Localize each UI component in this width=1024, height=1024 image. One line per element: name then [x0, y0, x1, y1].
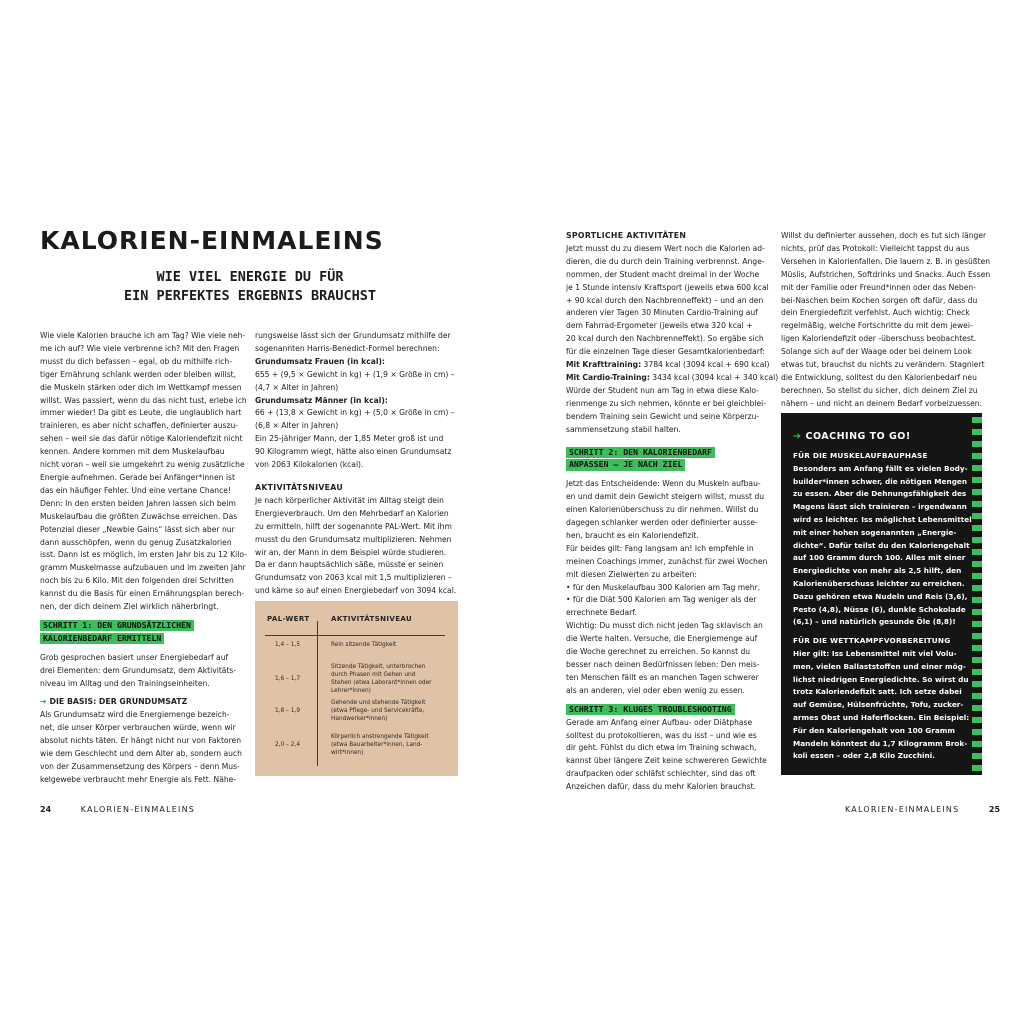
text-line: die Entwicklung, solltest du den Kalorienbedarf neu: [781, 372, 977, 382]
pal-description-line: wirt*innen): [331, 750, 364, 756]
text-line: errechnete Bedarf.: [566, 608, 637, 618]
pal-description: [331, 699, 449, 723]
text-line: die Woche gerechnet zu erreichen. So kannst du: [566, 647, 751, 657]
footer-left: [40, 805, 195, 814]
text-line: Mandeln könntest du 1,7 Kilogramm Brok-: [793, 738, 968, 748]
text-line: Für den Kaloriengehalt von 100 Gramm: [793, 725, 956, 735]
pal-description: [331, 733, 449, 757]
sport-heading: SPORTLICHE AKTIVITÄTEN: [566, 231, 687, 240]
stripe-segment: [972, 525, 982, 531]
text-line: • für die Diät 500 Kalorien am Tag weniger als der: [566, 595, 757, 605]
kraft-line: Mit Krafttraining: 3784 kcal (3094 kcal + 690 kcal): [566, 360, 770, 370]
stripe-segment: [972, 549, 982, 555]
text-line: gramm Muskelmasse aufzubauen und im zweiten Jahr: [40, 563, 246, 573]
formula-men-label: Grundumsatz Männer (in kcal):: [255, 395, 388, 405]
text-line: Anzeichen dafür, dass du mehr Kalorien brauchst.: [566, 782, 756, 792]
stripe-segment: [972, 681, 982, 687]
text-line: Wichtig: Du musst dich nicht jeden Tag sklavisch an: [566, 621, 763, 631]
text-line: dein Energiedefizit verfehlst. Auch wichtig: Check: [781, 308, 970, 318]
cardio-line: Mit Cardio-Training: 3434 kcal (3094 kcal + 340 kcal): [566, 372, 779, 382]
text-line: mit einer hohen sogenannten „Energie-: [793, 527, 957, 537]
pal-description: [331, 641, 449, 649]
stripe-segment: [972, 417, 982, 423]
text-line: absolut nichts täten. Er hängt nicht nur von Faktoren: [40, 736, 242, 746]
pal-table-header: [265, 615, 448, 629]
step-3-heading: SCHRITT 3: KLUGES TROUBLESHOOTING: [566, 704, 776, 717]
pal-description-line: Körperlich anstrengende Tätigkeit: [331, 734, 429, 740]
text-line: (6,8 × Alter in Jahren): [255, 421, 339, 431]
text-line: Energie aufnehmen. Gerade bei Anfänger*innen ist: [40, 472, 235, 482]
text-line: kennen. Andere kommen mit dem Muskelaufbau: [40, 447, 225, 457]
pal-value: 1,4 – 1,5: [275, 642, 301, 648]
text-line: en und damit dein Gewicht steigern willst, musst du: [566, 492, 765, 502]
step-3-text: [566, 717, 776, 794]
text-line: (4,7 × Alter in Jahren): [255, 382, 339, 392]
stripe-segment: [972, 453, 982, 459]
text-line: wir an, der Mann in dem Beispiel würde studieren.: [255, 547, 447, 557]
text-line: zu essen. Aber die Dehnungsfähigkeit des: [793, 489, 967, 499]
text-line: Kalorienüberschuss leichter zu erreichen.: [793, 578, 965, 588]
text-line: Energieverbrauch. Um den Mehrbedarf an Kalorien: [255, 508, 449, 518]
pal-description-line: (etwa Pflege- und Servicekräfte,: [331, 708, 425, 714]
text-line: bendem Training sein Gewicht und seine Körperzu-: [566, 411, 760, 421]
stripe-segment: [972, 717, 982, 723]
text-line: von 2063 Kilokalorien (kcal).: [255, 460, 364, 470]
coaching-text-muscle: [793, 463, 970, 629]
text-line: rienmenge zu sich nehmen, könnte er bei gleichblei-: [566, 398, 767, 408]
text-line: tiger Ernährung schlank werden oder bleiben willst,: [40, 369, 237, 379]
stripe-segment: [972, 537, 982, 543]
text-line: Besonders am Anfang fällt es vielen Body-: [793, 463, 968, 473]
footer-right: [845, 805, 1000, 814]
text-line: dagegen schlanker werden oder definierter ausse-: [566, 518, 758, 528]
coaching-stripe: [972, 413, 982, 775]
text-line: lichst niedrigen Energiedichte. So wirst du: [793, 674, 969, 684]
formula-men: [255, 407, 460, 472]
text-line: Grundumsatz von 2063 kcal mit 1,5 multiplizieren –: [255, 573, 452, 583]
coaching-content: [793, 450, 970, 763]
subtitle-line: EIN PERFEKTES ERGEBNIS BRAUCHST: [124, 288, 376, 304]
text-line: die Muskeln stärken oder dich im Wettkampf messen: [40, 382, 242, 392]
stripe-segment: [972, 741, 982, 747]
formula-intro: [255, 330, 460, 356]
text-line: meinen Coachings immer, zunächst für zwei Wochen: [566, 556, 768, 566]
sport-text-2: [566, 385, 776, 437]
text-line: anderen vier Tagen 30 Minuten Cardio-Training auf: [566, 308, 758, 318]
text-line: me ich auf? Wie viele verbrenne ich? Mit den Fragen: [40, 343, 240, 353]
stripe-segment: [972, 501, 982, 507]
formula-women-label: Grundumsatz Frauen (in kcal):: [255, 356, 385, 366]
text-line: Willst du definierter aussehen, doch es tut sich länger: [781, 231, 987, 240]
stripe-segment: [972, 429, 982, 435]
text-line: Energiedichte von mehr als 2,5 hilft, den: [793, 566, 962, 576]
text-line: Jetzt musst du zu diesem Wert noch die Kalorien ad-: [566, 243, 765, 253]
pal-table-row: [265, 699, 450, 735]
pal-description-line: (etwa Bauarbeiter*innen, Land-: [331, 742, 423, 748]
stripe-segment: [972, 765, 982, 771]
text-line: Pesto (4,8), Nüsse (6), dunkle Schokolade: [793, 604, 966, 614]
text-line: regelmäßig, welche Fortschritte du mit dem jewei-: [781, 321, 973, 331]
text-line: immer wieder! Da gibt es Leute, die unglaublich hart: [40, 408, 242, 418]
text-line: dem Fahrrad-Ergometer (jeweils etwa 320 kcal +: [566, 321, 753, 331]
text-line: Für beides gilt: Fang langsam an! Ich empfehle in: [566, 543, 754, 553]
pal-table: [255, 601, 458, 776]
page-number-left: 24: [40, 805, 52, 814]
text-line: Gerade am Anfang einer Aufbau- oder Diätphase: [566, 717, 753, 727]
text-line: Als Grundumsatz wird die Energiemenge bezeich-: [40, 710, 230, 720]
text-line: nen, der dich deinem Ziel wirklich näherbringt.: [40, 602, 219, 612]
pal-table-row: [265, 641, 450, 661]
stripe-segment: [972, 609, 982, 615]
pal-description: [331, 663, 449, 695]
text-line: auf 100 Gramm durch 100. Alles mit einer: [793, 553, 966, 563]
text-line: nichts, prüf das Protokoll: Vielleicht tappst du aus: [781, 243, 970, 253]
text-line: musst du dich befassen – egal, ob du mithilfe rich-: [40, 356, 232, 366]
sport-text: [566, 243, 776, 359]
text-line: Würde der Student nun am Tag in etwa diese Kalo-: [566, 385, 759, 395]
text-line: dichte“. Dafür teilst du den Kaloriengehalt: [793, 540, 970, 550]
text-line: Magens lässt sich trainieren – irgendwann: [793, 502, 967, 512]
stripe-segment: [972, 633, 982, 639]
text-line: berechnen. So stellst du sicher, dich deinem Ziel zu: [781, 385, 978, 395]
stripe-segment: [972, 669, 982, 675]
formula-women: [255, 369, 460, 395]
pal-value: 2,0 – 2,4: [275, 742, 301, 748]
pal-description-line: Stehen (etwa Laborant*innen oder: [331, 680, 432, 686]
stripe-segment: [972, 561, 982, 567]
page-title: KALORIEN-EINMALEINS: [40, 226, 384, 255]
text-line: mit der Familie oder Freund*innen oder das Neben-: [781, 282, 976, 292]
column-4: [781, 230, 991, 411]
text-line: 90 Kilogramm wiegt, hätte also einen Grundumsatz: [255, 447, 452, 457]
text-line: sogenannten Harris-Benedict-Formel berechnen:: [255, 343, 440, 353]
arrow-right-icon: ➔: [40, 697, 47, 707]
pal-header-value: PAL-WERT: [267, 615, 310, 623]
text-line: etwas tut, brauchst du nichts zu verändern. Stagniert: [781, 360, 985, 370]
text-line: wird es leichter. Iss möglichst Lebensmittel: [793, 514, 972, 524]
text-line: ligen Kaloriendefizit oder -überschuss beobachtest.: [781, 334, 977, 344]
stripe-segment: [972, 489, 982, 495]
stripe-segment: [972, 705, 982, 711]
text-line: Ein 25-jähriger Mann, der 1,85 Meter groß ist und: [255, 434, 444, 444]
text-line: isst. Dann ist es möglich, im ersten Jahr bis zu 12 Kilo-: [40, 550, 247, 560]
text-line: einen Kalorienüberschuss zu dir nehmen. Willst du: [566, 505, 759, 515]
text-line: 66 + (13,8 × Gewicht in kg) + (5,0 × Größe in cm) –: [255, 408, 455, 418]
column-2: [255, 330, 460, 598]
activity-heading: AKTIVITÄTSNIVEAU: [255, 482, 344, 492]
troubleshooting-text: [781, 230, 991, 411]
basis-text: [40, 709, 245, 786]
stripe-segment: [972, 657, 982, 663]
page-subtitle: [40, 268, 460, 306]
text-line: besser nach deinen Bedürfnissen leben: Den meis-: [566, 660, 760, 669]
text-line: von der Zusammensetzung des Körpers – denn Mus-: [40, 762, 240, 771]
text-line: dir geht. Fühlst du dich etwa im Training schwach,: [566, 743, 757, 753]
text-line: + 90 kcal durch den Nachbrenneffekt) – und an den: [566, 295, 764, 305]
text-line: 20 kcal durch den Nachbrenneffekt). So ergäbe sich: [566, 334, 764, 344]
pal-description-line: Handwerker*innen): [331, 716, 388, 722]
stripe-segment: [972, 621, 982, 627]
text-line: sammensetzung stabil halten.: [566, 424, 681, 434]
stripe-segment: [972, 465, 982, 471]
basis-heading: ➔ DIE BASIS: DER GRUNDUMSATZ: [40, 697, 188, 707]
pal-description-line: Gehende und stehende Tätigkeit: [331, 700, 426, 706]
text-line: Potenzial dieser „Newbie Gains“ lässt sich aber nur: [40, 524, 235, 534]
text-line: Da er dann hauptsächlich säße, müsste er seinen: [255, 560, 444, 570]
text-line: das ein häufiger Fehler. Und eine vertane Chance!: [40, 485, 231, 495]
coaching-head-muscle: FÜR DIE MUSKELAUFBAUPHASE: [793, 451, 928, 460]
text-line: zu ermitteln, hilft der sogenannte PAL-Wert. Mit ihm: [255, 521, 452, 531]
text-line: Je nach körperlicher Aktivität im Alltag steigt dein: [255, 495, 444, 505]
stripe-segment: [972, 477, 982, 483]
text-line: noch bis zu 6 Kilo. Mit den folgenden drei Schritten: [40, 576, 234, 586]
text-line: solltest du protokollieren, was du isst – und wie es: [566, 730, 757, 740]
coaching-box: [781, 413, 982, 775]
step-1-text: [40, 652, 245, 691]
text-line: hen, braucht es ein Kaloriendefizit.: [566, 530, 699, 540]
text-line: Denn: In den ersten beiden Jahren lassen sich beim: [40, 498, 236, 508]
stripe-segment: [972, 597, 982, 603]
text-line: wie dem Geschlecht und dem Alter ab, sondern auch: [40, 749, 242, 759]
running-title-left: KALORIEN-EINMALEINS: [80, 805, 196, 814]
text-line: musst du den Grundumsatz multiplizieren. Nehmen: [255, 534, 452, 544]
coaching-text-competition: [793, 648, 970, 763]
coaching-head-competition: FÜR DIE WETTKAMPFVORBEREITUNG: [793, 636, 951, 646]
stripe-segment: [972, 729, 982, 735]
text-line: (6,1) – und natürlich gesunde Öle (8,8)!: [793, 617, 956, 627]
pal-description-line: Sitzende Tätigkeit, unterbrochen: [331, 664, 426, 670]
text-line: je 1 Stunde intensiv Kraftsport (jeweils etwa 600 kcal: [566, 282, 769, 292]
text-line: mit diesen Zielwerten zu arbeiten:: [566, 569, 697, 579]
text-line: ten Menschen fällt es an manchen Tagen schwerer: [566, 672, 759, 682]
page-number-right: 25: [988, 805, 1001, 814]
text-line: Versehen in Kalorienfallen. Die lauern z. B. in gesüßten: [781, 256, 991, 266]
text-line: nommen, der Student macht dreimal in der Woche: [566, 269, 760, 279]
text-line: rungsweise lässt sich der Grundumsatz mithilfe der: [255, 331, 451, 340]
text-line: nähern – und nicht an deinem Bedarf vorbeizuessen.: [781, 398, 983, 408]
text-line: sehen – weil sie das dafür nötige Kaloriendefizit nicht: [40, 434, 243, 444]
text-line: kannst über längere Zeit keine schwereren Gewichte: [566, 756, 767, 766]
text-line: als an anderen, viel oder eben wenig zu essen.: [566, 685, 745, 695]
stripe-segment: [972, 693, 982, 699]
text-line: Jetzt das Entscheidende: Wenn du Muskeln aufbau-: [566, 479, 761, 489]
text-line: auf Gemüse, Hülsenfrüchte, Tofu, zucker-: [793, 700, 964, 710]
activity-text: [255, 495, 460, 598]
text-line: die Werte halten. Versuche, die Energiemenge auf: [566, 634, 758, 644]
coaching-title: ➔ COACHING TO GO!: [793, 431, 911, 442]
column-3: [566, 230, 779, 794]
step-2-heading: SCHRITT 2: DEN KALORIENBEDARF ANPASSEN – JE NACH ZIEL: [566, 447, 776, 473]
text-line: bei-Naschen beim Kochen sorgen oft dafür, dass du: [781, 295, 978, 305]
text-line: und käme so auf einen Energiebedarf von 3094 kcal.: [255, 586, 457, 596]
text-line: Müslis, Aufstrichen, Softdrinks und Snacks. Auch Essen: [781, 269, 991, 279]
pal-description-line: Rein sitzende Tätigkeit: [331, 642, 397, 648]
pal-value: 1,6 – 1,7: [275, 676, 301, 682]
text-line: trainieren, es aber nicht schaffen, definierter auszu-: [40, 421, 239, 431]
text-line: Grob gesprochen basiert unser Energiebedarf auf: [40, 652, 229, 662]
text-line: nicht voran – weil sie umgekehrt zu wenig zusätzliche: [40, 460, 245, 470]
step-2-text: [566, 478, 776, 697]
stripe-segment: [972, 573, 982, 579]
text-line: trotz Kaloriendefizit satt. Ich setze dabei: [793, 687, 962, 697]
pal-divider: [265, 635, 445, 636]
text-line: Wie viele Kalorien brauche ich am Tag? Wie viele neh-: [40, 331, 246, 340]
text-line: kelgewebe verbraucht mehr Energie als Fett. Nähe-: [40, 774, 237, 784]
subtitle-line: WIE VIEL ENERGIE DU FÜR: [156, 269, 344, 285]
pal-value: 1,8 – 1,9: [275, 708, 301, 714]
text-line: Hier gilt: Iss Lebensmittel mit viel Volu-: [793, 648, 957, 658]
arrow-right-icon: ➔: [793, 431, 802, 442]
text-line: builder*innen schwer, die nötigen Mengen: [793, 476, 968, 486]
stripe-segment: [972, 645, 982, 651]
text-line: niveau im Alltag und den Trainingseinheiten.: [40, 678, 210, 688]
text-line: men, vielen Ballaststoffen und einer mög-: [793, 661, 966, 671]
stripe-segment: [972, 441, 982, 447]
text-line: • für den Muskelaufbau 300 Kalorien am Tag mehr,: [566, 582, 761, 592]
pal-description-line: durch Phasen mit Gehen und: [331, 672, 416, 678]
text-line: dieren, die du durch dein Training verbrennst. Ange-: [566, 256, 765, 266]
text-line: net, die unser Körper verbrauchen würde, wenn wir: [40, 723, 236, 733]
text-line: draufpacken oder schläfst schlechter, sind das oft: [566, 769, 756, 779]
text-line: Solange sich auf der Waage oder bei deinem Look: [781, 347, 972, 357]
pal-header-level: AKTIVITÄTSNIVEAU: [331, 615, 413, 623]
text-line: 655 + (9,5 × Gewicht in kg) + (1,9 × Größe in cm) –: [255, 369, 455, 379]
text-line: willst. Was passiert, wenn du das nicht tust, erlebe ich: [40, 395, 247, 405]
text-line: für die einzelnen Tage dieser Gesamtkalorienbedarf:: [566, 347, 765, 357]
stripe-segment: [972, 513, 982, 519]
text-line: drei Elementen: dem Grundumsatz, dem Aktivitäts-: [40, 665, 237, 675]
column-1: [40, 330, 245, 787]
text-line: Dazu gehören etwa Nudeln und Reis (3,6),: [793, 591, 968, 601]
pal-description-line: Lehrer*innen): [331, 688, 371, 694]
text-line: koli essen – oder 2,8 Kilo Zucchini.: [793, 751, 936, 761]
stripe-segment: [972, 585, 982, 591]
text-line: dann ausschöpfen, wenn du genug Zusatzkalorien: [40, 537, 232, 547]
step-1-heading: SCHRITT 1: DEN GRUNDSÄTZLICHEN KALORIENBEDARF ERMITTELN: [40, 620, 245, 646]
text-line: kannst du die Basis für einen Ernährungsplan berech-: [40, 589, 245, 599]
running-title-right: KALORIEN-EINMALEINS: [845, 805, 960, 814]
text-line: Muskelaufbau die größten Zuwächse erreichen. Das: [40, 511, 238, 521]
pal-table-row: [265, 733, 450, 763]
text-line: armes Obst und Haferflocken. Ein Beispiel:: [793, 712, 970, 722]
intro-text: [40, 330, 245, 614]
stripe-segment: [972, 753, 982, 759]
